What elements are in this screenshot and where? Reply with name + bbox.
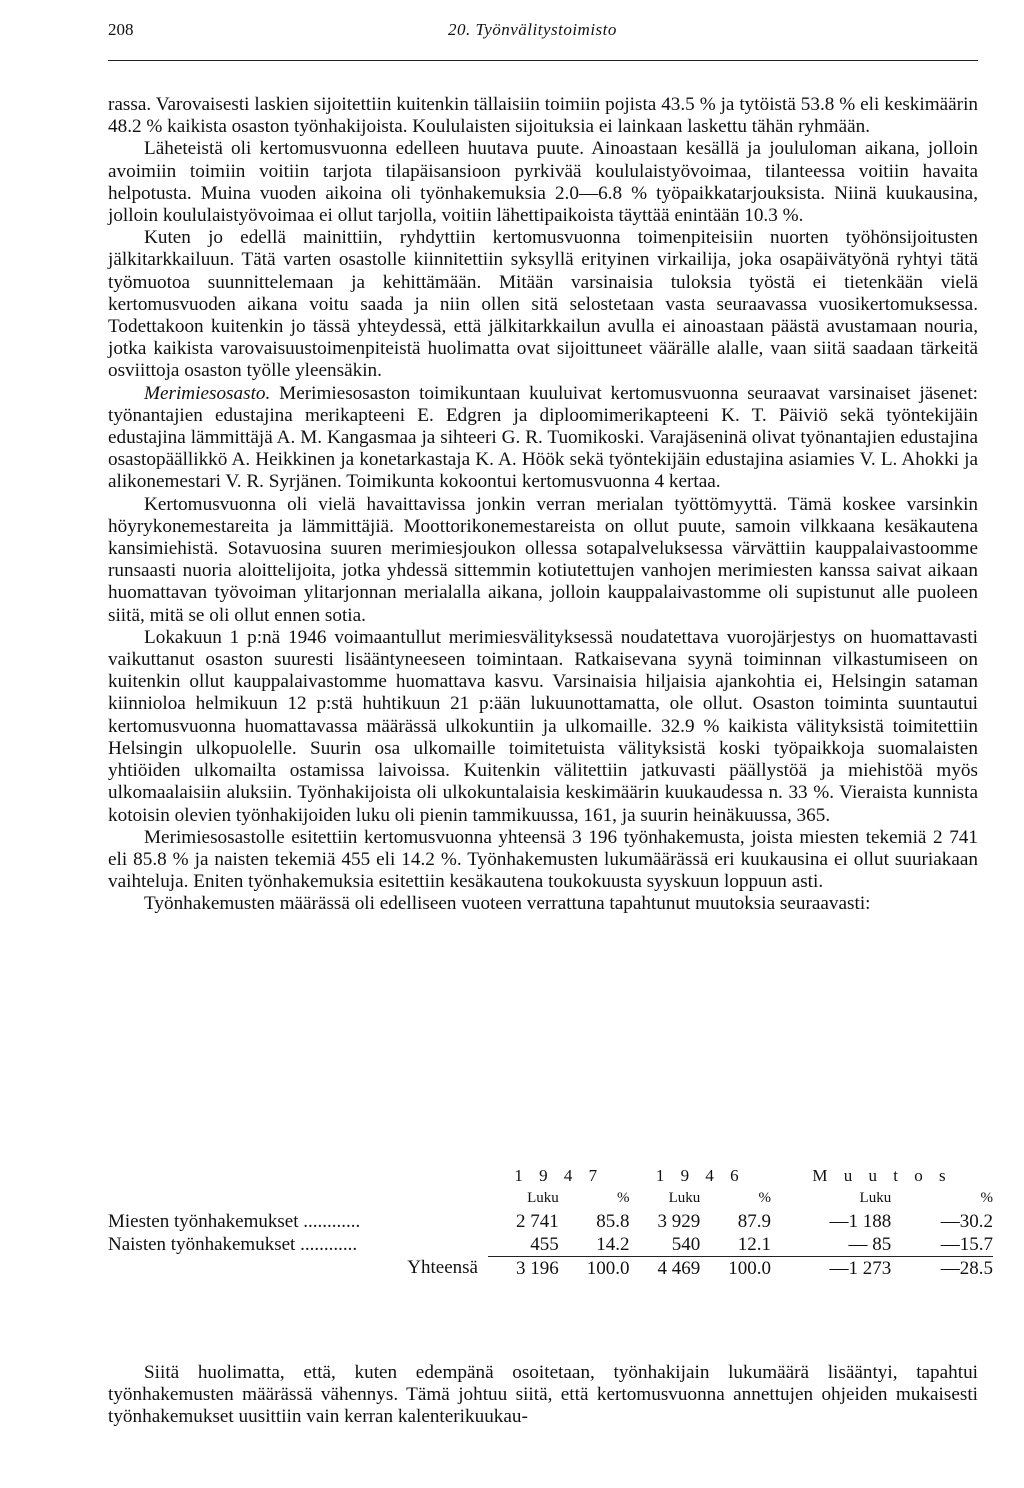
table-cell: 87.9: [737, 1210, 771, 1232]
table-cell: —28.5: [891, 1257, 993, 1281]
column-header: Luku: [527, 1190, 559, 1206]
year-heading: 1 9 4 7: [514, 1165, 604, 1185]
paragraph: Merimiesosastolle esitettiin kertomusvuonna yhteensä 3 196 työnhakemusta, joista miesten tekemiä 2 741 eli 85.8 % ja naisten tekemiä 455 eli 14.2 %. Työnhakemusten lukumäärässä eri kuukausina ei ollut suuriakaan vaihteluja. Eniten työnhakemuksia esitettiin kesäkautena toukokuusta syyskuun loppuun asti.: [108, 826, 978, 893]
table-cell: 3 196: [488, 1257, 559, 1281]
table-year-row: [108, 1164, 993, 1187]
column-header: %: [617, 1190, 630, 1206]
table-cell: 100.0: [559, 1257, 630, 1281]
table-row: [108, 1210, 993, 1233]
table-subheader-row: [108, 1187, 993, 1210]
running-title: 20. Työnvälitystoimisto: [448, 20, 617, 39]
table-cell: 14.2: [596, 1233, 630, 1255]
page-number: 208: [108, 20, 134, 39]
paragraph: Kertomusvuonna oli vielä havaittavissa jonkin verran merialan työttömyyttä. Tämä koskee varsinkin höyrykonemestareita ja lämmittäjiä. Moottorikonemestareista on ollut puute, samoin vilkkaana kesäkautena kansimiehistä. Sotavuosina suuren merimiesjoukon ollessa sotapalveluksessa värvättiin kauppalaivastoomme runsaasti nuoria aloittelijoita, jotka yhdessä sittemmin kotiutettujen vanhojen merimiesten kanssa saivat aikaan huomattavan työvoiman ylitarjonnan merialalla aikana, jolloin kauppalaivastomme oli supistunut alle puoleen siitä, mitä se oli ollut ennen sotia.: [108, 493, 978, 626]
year-heading: M u u t o s: [812, 1165, 952, 1185]
page-header: [108, 16, 978, 61]
row-label: Naisten työnhakemukset ............: [108, 1233, 358, 1255]
table-cell: —15.7: [940, 1233, 993, 1255]
table-cell: 85.8: [596, 1210, 630, 1232]
column-header: %: [758, 1190, 771, 1206]
table-cell: 3 929: [657, 1210, 701, 1232]
column-header: Luku: [668, 1190, 701, 1206]
paragraph: Siitä huolimatta, että, kuten edempänä osoitetaan, työnhakijain lukumäärä lisääntyi, tapahtui työnhakemusten määrässä vähennys. Tämä johtuu siitä, että kertomusvuonna annettujen ohjeiden mukaisesti työnhakemukset uusittiin vain kerran kalenterikuukau-: [108, 1362, 978, 1428]
footer-text: [108, 1362, 978, 1429]
row-label: Miesten työnhakemukset ............: [108, 1210, 361, 1232]
paragraph: Läheteistä oli kertomusvuonna edelleen huutava puute. Ainoastaan kesällä ja joululoman aikana, jolloin avoimiin toimiin voitiin tarjota tilapäisansioon pyrkivää koululaistyövoimaa, tilanteessa voitiin havaita helpotusta. Muina vuoden aikoina oli työnhakemuksia 2.0—6.8 % työpaikkatarjouksista. Niinä kuukausina, jolloin koululaistyövoimaa ei ollut tarjolla, voitiin lähettipaikoista täyttää enintään 10.3 %.: [108, 138, 978, 227]
body-text: [108, 94, 978, 916]
table-cell: 4 469: [630, 1257, 701, 1281]
table-cell: —1 188: [829, 1210, 892, 1232]
table-cell: —30.2: [940, 1210, 993, 1232]
table-total-row: [108, 1257, 993, 1281]
column-header: %: [980, 1190, 993, 1206]
table-row: [108, 1233, 993, 1257]
table-cell: —1 273: [771, 1257, 891, 1281]
paragraph-text: Merimiesosaston toimikuntaan kuuluivat kertomusvuonna seuraavat varsinaiset jäsenet: työnantajien edustajina merikapteeni E. Edgren ja diploomimerikapteeni K. T. Päiviö sekä työntekijäin edustajina lämmittäjä A. M. Kangasmaa ja sihteeri G. R. Tuomikoski. Varajäseninä olivat työnantajien edustajina osastopäällikkö A. Heikkinen ja konetarkastaja K. A. Höök sekä työntekijäin edustajina asiamies V. L. Ahokki ja alikonemestari V. R. Syrjänen. Toimikunta kokoontui kertomusvuonna 4 kertaa.: [108, 382, 978, 493]
paragraph: Lokakuun 1 p:nä 1946 voimaantullut merimiesvälityksessä noudatettava vuorojärjestys on huomattavasti vaikuttanut osaston suuresti lisääntyneeseen toimintaan. Ratkaisevana syynä toiminnan vilkastumiseen on kuitenkin ollut kauppalaivastomme huomattava kasvu. Varsinaisia hiljaisia ajankohtia ei, Helsingin sataman kiinnioloa helmikuun 12 p:stä huhtikuun 21 p:ään lukuunottamatta, ole ollut. Osaston toiminta suuntautui kertomusvuonna huomattavassa määrässä ulkokuntiin ja ulkomaille. 32.9 % kaikista välityksistä toimitettiin Helsingin ulkopuolelle. Suurin osa ulkomaille toimitetuista välityksistä koski työpaikkoja suomalaisten yhtiöiden ulkomailta ostamissa laivoissa. Kuitenkin välitettiin jatkuvasti päällystöä ja miehistöä myös ulkomaalaisiin aluksiin. Työnhakijoista oli ulkokuntalaisia keskimäärin kuukaudessa n. 33 %. Vieraista kunnista kotoisin olevien työnhakijoiden luku oli pienin tammikuussa, 161, ja suurin heinäkuussa, 365.: [108, 626, 978, 826]
table-cell: 12.1: [737, 1233, 771, 1255]
paragraph: Kuten jo edellä mainittiin, ryhdyttiin kertomusvuonna toimenpiteisiin nuorten työhönsijoitusten jälkitarkkailuun. Tätä varten osastolle kiinnitettiin syksyllä erityinen virkailija, joka osapäivätyönä ryhtyi tätä työmuotoa suunnittelemaan ja kehittämään. Mitään varsinaisia tuloksia työstä ei tietenkään vielä kertomusvuoden aikana voitu saada ja niin ollen sitä selostetaan vasta seuraavassa vuosikertomuksessa. Todettakoon kuitenkin jo tässä yhteydessä, että jälkitarkkailun avulla ei ainoastaan päästä avustamaan nouria, jotka kaikista varovaisuustoimenpiteistä huolimatta ovat sijoittuneet väärälle alalle, vaan siitä saadaan tärkeitä osviittoja osaston työlle yleensäkin.: [108, 227, 978, 382]
table-cell: 540: [671, 1233, 701, 1255]
total-label: Yhteensä: [407, 1257, 478, 1279]
table-cell: 455: [530, 1233, 559, 1255]
table-cell: 2 741: [516, 1210, 559, 1232]
column-header: Luku: [859, 1190, 892, 1206]
table-cell: — 85: [848, 1233, 892, 1255]
table-cell: 100.0: [700, 1257, 771, 1281]
year-heading: 1 9 4 6: [655, 1165, 745, 1185]
paragraph: Työnhakemusten määrässä oli edelliseen vuoteen verrattuna tapahtunut muutoksia seuraavasti:: [144, 893, 871, 915]
section-heading: Merimiesosasto.: [144, 382, 271, 404]
paragraph: rassa. Varovaisesti laskien sijoitettiin kuitenkin tällaisiin toimiin pojista 43.5 % ja tytöistä 53.8 % eli keskimäärin 48.2 % kaikista osaston työnhakijoista. Koululaisten sijoituksia ei lainkaan laskettu tähän ryhmään.: [108, 94, 978, 138]
statistics-table: [108, 1164, 993, 1280]
paragraph-merimies: [108, 383, 978, 494]
